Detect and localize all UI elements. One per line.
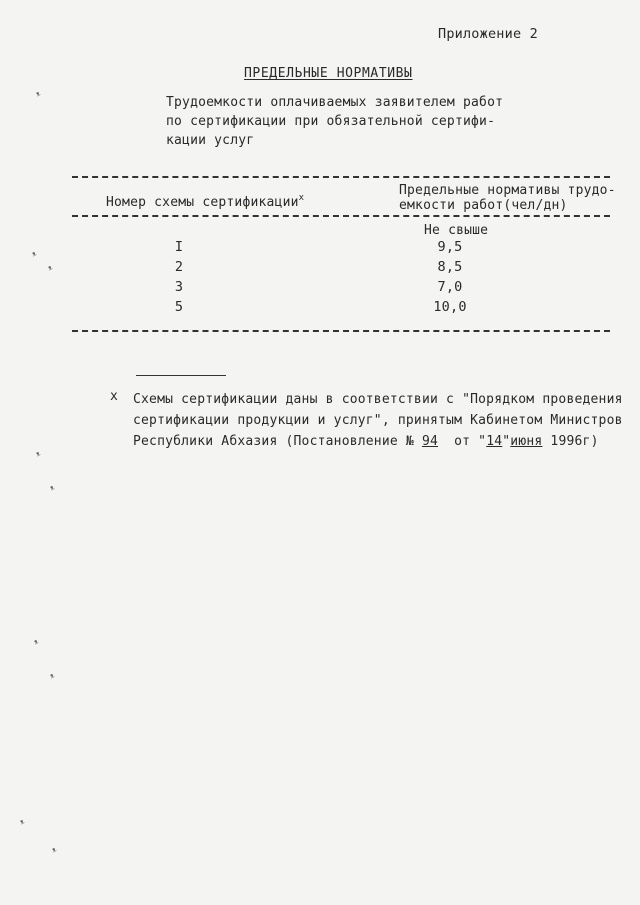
scheme-column-header-text: Номер схемы сертификации bbox=[106, 195, 299, 210]
decree-day: 14 bbox=[486, 434, 503, 449]
table-row-value: 9,5 bbox=[437, 239, 463, 255]
footnote-line-1: Схемы сертификации даны в соответствии с "Порядком проведения bbox=[133, 392, 623, 407]
footnote-line-3-mid: от " bbox=[438, 434, 487, 449]
appendix-label: Приложение 2 bbox=[438, 26, 538, 42]
norm-subheader: Не свыше bbox=[424, 223, 489, 238]
scan-speck: ᵜ bbox=[29, 249, 40, 262]
footnote-line-3-start: Республики Абхазия (Постановление № bbox=[133, 434, 422, 449]
scan-speck: ᵜ bbox=[45, 263, 56, 276]
table-row-scheme: 2 bbox=[174, 259, 184, 275]
table-row-value: 8,5 bbox=[437, 259, 463, 275]
scan-speck: ᵜ bbox=[49, 845, 60, 858]
scan-speck: ᵜ bbox=[47, 671, 58, 684]
footnote-reference-mark: x bbox=[298, 193, 305, 203]
document-subtitle bbox=[166, 93, 503, 150]
subtitle-line-1: Трудоемкости оплачиваемых заявителем работ bbox=[166, 95, 504, 110]
table-row-value: 10,0 bbox=[433, 299, 467, 315]
scan-speck: ᵜ bbox=[47, 483, 58, 496]
scan-speck: ᵜ bbox=[33, 89, 44, 102]
table-header-rule bbox=[72, 215, 610, 217]
norm-column-header-line-2: емкости работ(чел/дн) bbox=[399, 198, 568, 213]
scan-speck: ᵜ bbox=[17, 817, 28, 830]
table-row-scheme: I bbox=[174, 239, 184, 255]
subtitle-line-2: по сертификации при обязательной сертифи- bbox=[166, 114, 496, 129]
footnote-line-3 bbox=[133, 434, 599, 449]
footnote-line-2: сертификации продукции и услуг", принятым Кабинетом Министров bbox=[133, 413, 623, 428]
table-row-scheme: 5 bbox=[174, 299, 184, 315]
footnote-marker: x bbox=[110, 389, 119, 404]
footnote-text bbox=[133, 389, 623, 452]
norm-column-header-line-1: Предельные нормативы трудо- bbox=[399, 183, 616, 198]
table-bottom-rule bbox=[72, 330, 610, 332]
document-title: ПРЕДЕЛЬНЫЕ НОРМАТИВЫ bbox=[244, 66, 413, 81]
footnote-line-3-end: 1996г) bbox=[542, 434, 599, 449]
scan-speck: ᵜ bbox=[33, 449, 44, 462]
table-row-value: 7,0 bbox=[437, 279, 463, 295]
decree-number: 94 bbox=[421, 434, 439, 449]
norm-column-header bbox=[399, 183, 616, 213]
table-top-rule bbox=[72, 176, 610, 178]
footnote-separator bbox=[136, 375, 226, 376]
scan-speck: ᵜ bbox=[31, 637, 42, 650]
footnote-line-3-quote: " bbox=[502, 434, 511, 449]
decree-month: июня bbox=[510, 434, 543, 449]
scheme-column-header bbox=[106, 190, 304, 211]
subtitle-line-3: кации услуг bbox=[166, 133, 255, 148]
table-row-scheme: 3 bbox=[174, 279, 184, 295]
